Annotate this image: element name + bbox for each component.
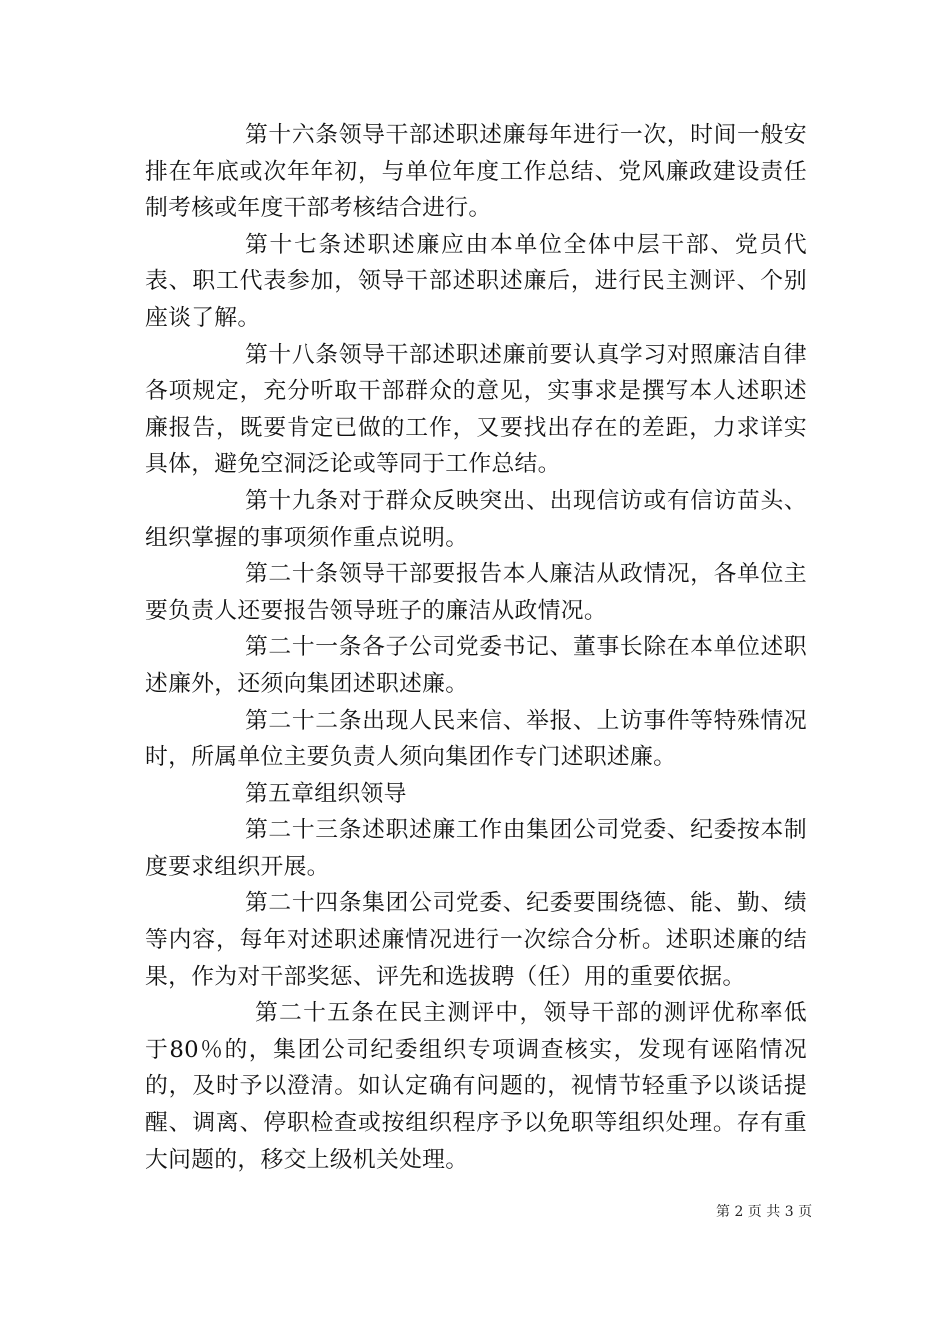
article-22-paragraph: 第二十二条出现人民来信、举报、上访事件等特殊情况时，所属单位主要负责人须向集团作专门述职述廉。 xyxy=(145,707,807,771)
chapter-5-heading: 第五章组织领导 xyxy=(245,780,407,807)
article-17-paragraph: 第十七条述职述廉应由本单位全体中层干部、党员代表、职工代表参加，领导干部述职述廉后，进行民主测评、个别座谈了解。 xyxy=(145,231,807,331)
document-body xyxy=(145,117,807,1178)
article-24-paragraph: 第二十四条集团公司党委、纪委要围绕德、能、勤、绩等内容，每年对述职述廉情况进行一次综合分析。述职述廉的结果，作为对干部奖惩、评先和选拔聘（任）用的重要依据。 xyxy=(145,890,807,990)
article-16-paragraph: 第十六条领导干部述职述廉每年进行一次，时间一般安排在年底或次年年初，与单位年度工作总结、党风廉政建设责任制考核或年度干部考核结合进行。 xyxy=(145,122,807,222)
article-25-paragraph: 第二十五条在民主测评中，领导干部的测评优称率低于80％的，集团公司纪委组织专项调查核实，发现有诬陷情况的，及时予以澄清。如认定确有问题的，视情节轻重予以谈话提醒、调离、停职检查或按组织程序予以免职等组织处理。存有重大问题的，移交上级机关处理。 xyxy=(145,1000,807,1173)
page-number: 第 2 页 共 3 页 xyxy=(716,1204,813,1220)
article-18-paragraph: 第十八条领导干部述职述廉前要认真学习对照廉洁自律各项规定，充分听取干部群众的意见，实事求是撰写本人述职述廉报告，既要肯定已做的工作，又要找出存在的差距，力求详实具体，避免空洞泛论或等同于工作总结。 xyxy=(145,341,807,478)
article-23-paragraph: 第二十三条述职述廉工作由集团公司党委、纪委按本制度要求组织开展。 xyxy=(145,817,807,880)
article-21-paragraph: 第二十一条各子公司党委书记、董事长除在本单位述职述廉外，还须向集团述职述廉。 xyxy=(145,634,807,697)
article-19-paragraph: 第十九条对于群众反映突出、出现信访或有信访苗头、组织掌握的事项须作重点说明。 xyxy=(145,487,807,551)
article-20-paragraph: 第二十条领导干部要报告本人廉洁从政情况，各单位主要负责人还要报告领导班子的廉洁从政情况。 xyxy=(145,561,807,624)
